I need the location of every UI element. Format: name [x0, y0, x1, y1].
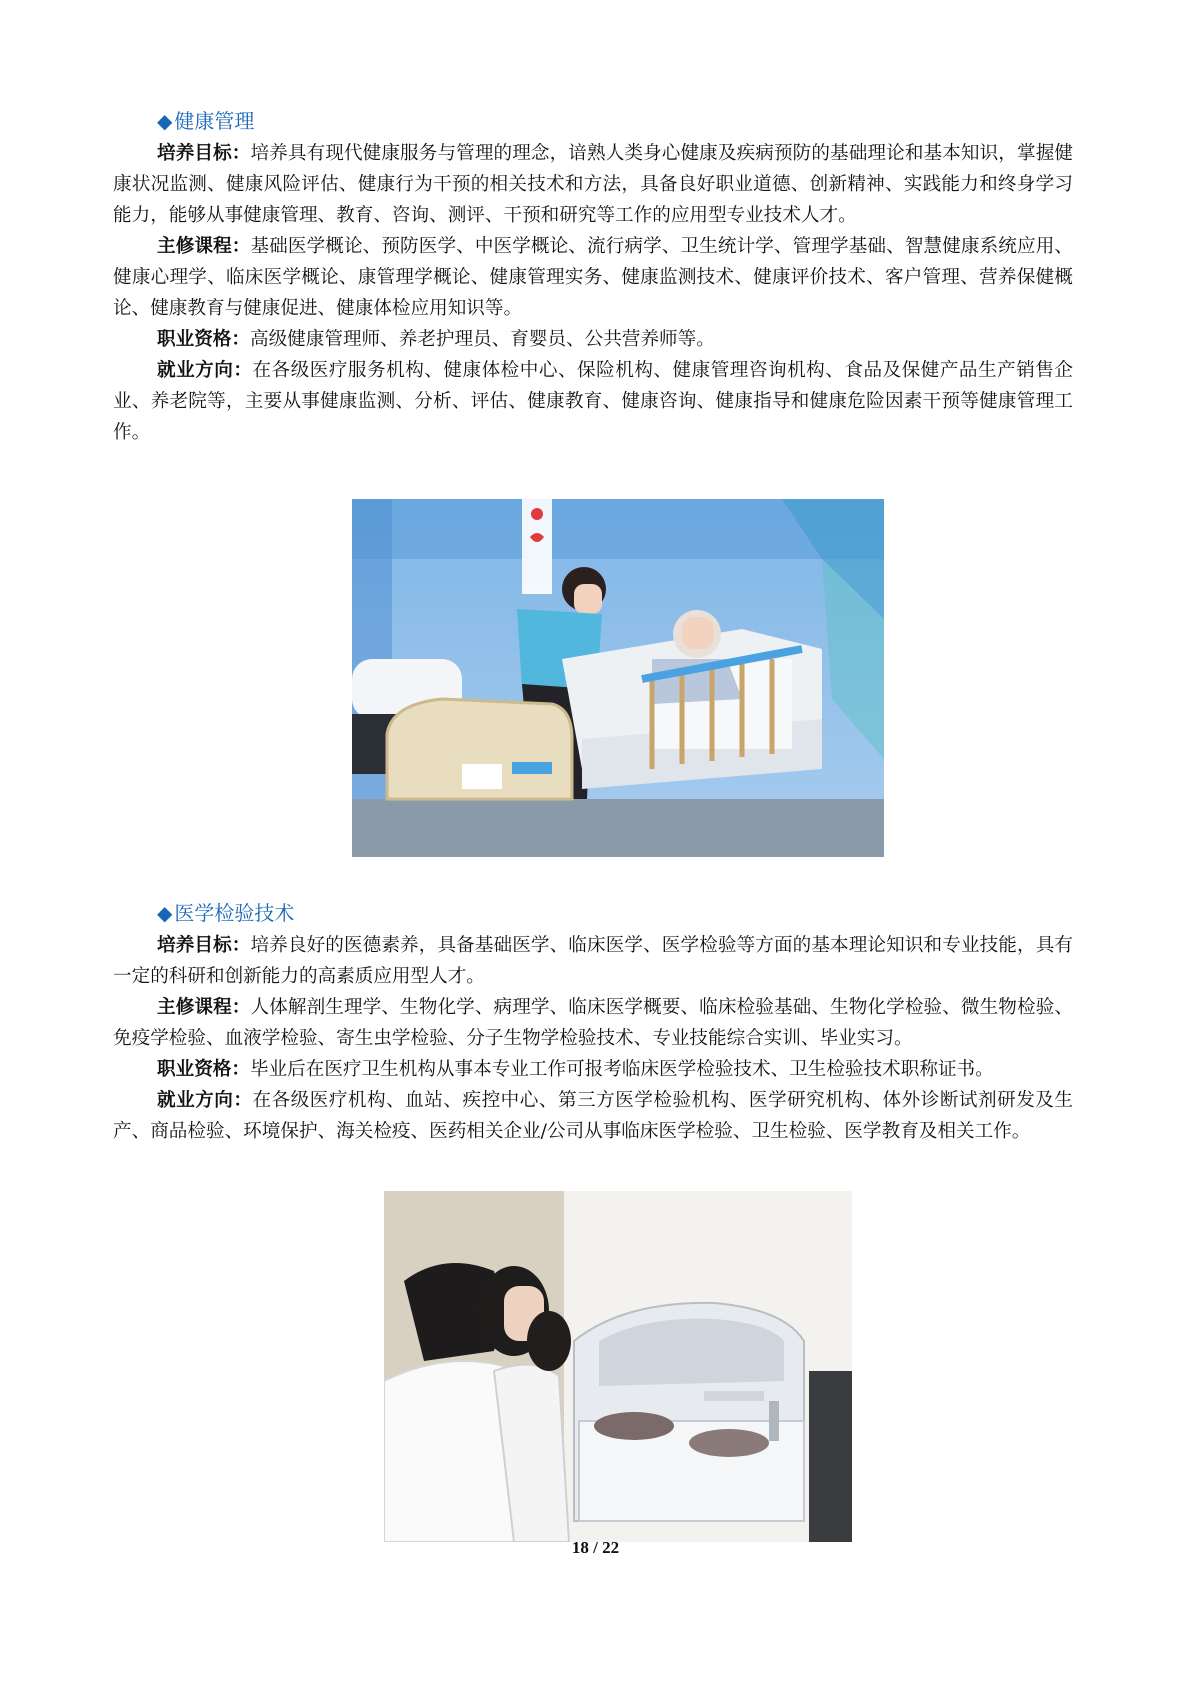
main-courses: 主修课程：基础医学概论、预防医学、中医学概论、流行病学、卫生统计学、管理学基础、智慧健康系统应用、健康心理学、临床医学概论、康管理学概论、健康管理实务、健康监测技术、健康评价技术、客户管理、营养保健概论、健康教育与健康促进、健康体检应用知识等。 — [113, 236, 1073, 319]
section-medical-lab-technology — [113, 898, 1073, 1147]
career-direction: 就业方向：在各级医疗机构、血站、疾控中心、第三方医学检验机构、医学研究机构、体外诊断试剂研发及生产、商品检验、环境保护、海关检疫、医药相关企业/公司从事临床医学检验、卫生检验、医学教育及相关工作。 — [113, 1090, 1073, 1142]
section-health-management — [113, 106, 1073, 448]
training-goal: 培养目标：培养具有现代健康服务与管理的理念，谙熟人类身心健康及疾病预防的基础理论和基本知识，掌握健康状况监测、健康风险评估、健康行为干预的相关技术和方法，具备良好职业道德、创新精神、实践能力和终身学习能力，能够从事健康管理、教育、咨询、测评、干预和研究等工作的应用型专业技术人才。 — [113, 143, 1073, 226]
photo-health-care-training — [352, 499, 884, 857]
page-number: 18 / 22 — [571, 1538, 620, 1557]
diamond-bullet-icon: ◆ — [157, 901, 173, 925]
main-courses: 主修课程：人体解剖生理学、生物化学、病理学、临床医学概要、临床检验基础、生物化学检验、微生物检验、免疫学检验、血液学检验、寄生虫学检验、分子生物学检验技术、专业技能综合实训、毕业实习。 — [113, 997, 1073, 1049]
section-title: ◆ 健康管理 — [157, 109, 255, 133]
training-goal: 培养目标：培养良好的医德素养，具备基础医学、临床医学、医学检验等方面的基本理论知识和专业技能，具有一定的科研和创新能力的高素质应用型人才。 — [113, 935, 1073, 987]
section-title: ◆ 医学检验技术 — [157, 901, 295, 925]
qualifications: 职业资格：高级健康管理师、养老护理员、育婴员、公共营养师等。 — [157, 329, 715, 350]
career-direction: 就业方向：在各级医疗服务机构、健康体检中心、保险机构、健康管理咨询机构、食品及保健产品生产销售企业、养老院等，主要从事健康监测、分析、评估、健康教育、健康咨询、健康指导和健康危险因素干预等健康管理工作。 — [113, 360, 1073, 443]
photo-lab-analyzer — [384, 1191, 852, 1542]
diamond-bullet-icon: ◆ — [157, 109, 173, 133]
qualifications: 职业资格：毕业后在医疗卫生机构从事本专业工作可报考临床医学检验技术、卫生检验技术职称证书。 — [157, 1059, 994, 1080]
